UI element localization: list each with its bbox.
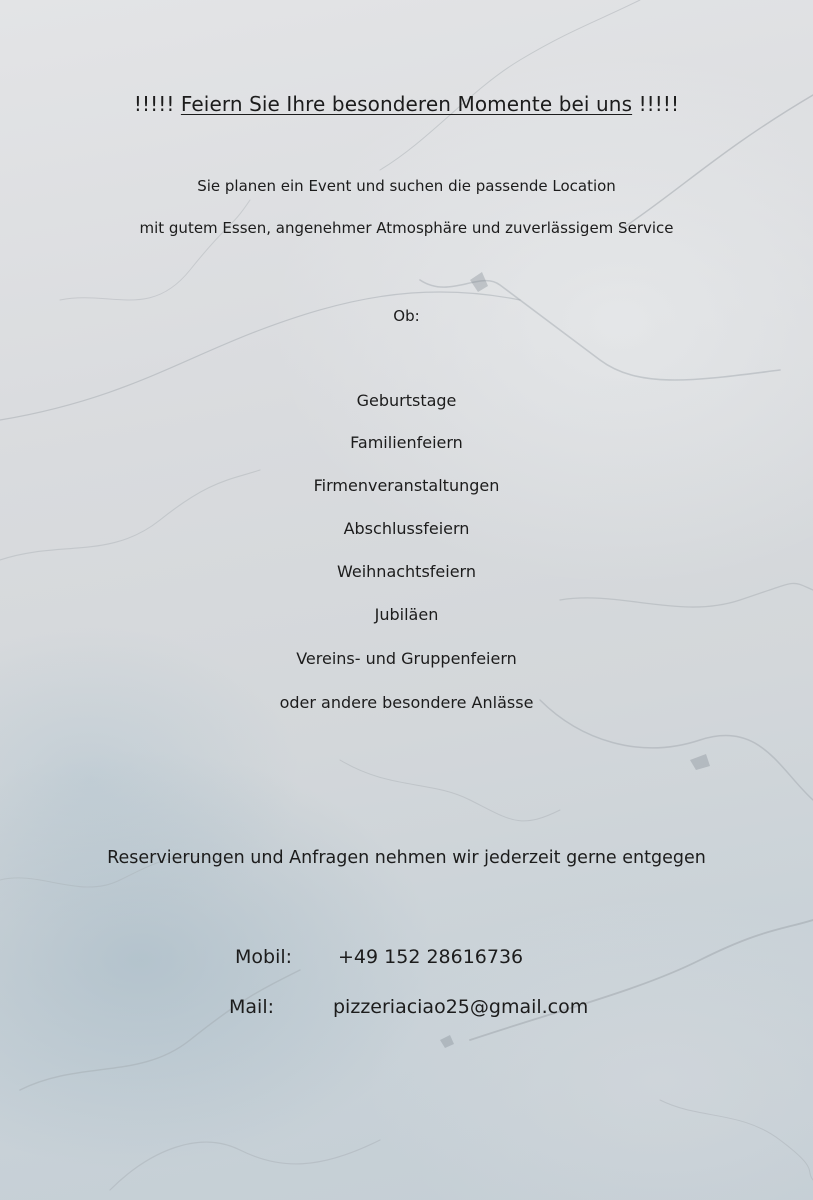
email-address: pizzeriaciao25@gmail.com (333, 996, 589, 1018)
mail-label: Mail: (229, 996, 274, 1018)
occasion-item: Familienfeiern (350, 433, 463, 452)
occasion-item: oder andere besondere Anlässe (279, 693, 534, 712)
headline (0, 92, 813, 116)
headline-suffix: !!!!! (632, 92, 680, 116)
mobile-label: Mobil: (235, 946, 293, 968)
intro-line-2: mit gutem Essen, angenehmer Atmosphäre und zuverlässigem Service (139, 219, 674, 237)
occasion-item: Vereins- und Gruppenfeiern (296, 649, 517, 668)
headline-prefix: !!!!! (133, 92, 181, 116)
occasion-item: Weihnachtsfeiern (336, 562, 476, 581)
mobile-number: +49 152 28616736 (338, 946, 524, 968)
occasion-item: Jubiläen (374, 605, 439, 624)
ob-label: Ob: (393, 307, 420, 325)
occasion-item: Abschlussfeiern (343, 519, 470, 538)
occasion-item: Geburtstage (356, 391, 457, 410)
reservation-text: Reservierungen und Anfragen nehmen wir jederzeit gerne entgegen (107, 848, 706, 868)
occasion-item: Firmenveranstaltungen (313, 476, 500, 495)
headline-text: Feiern Sie Ihre besonderen Momente bei uns (180, 92, 633, 116)
intro-line-1: Sie planen ein Event und suchen die passende Location (197, 177, 616, 195)
